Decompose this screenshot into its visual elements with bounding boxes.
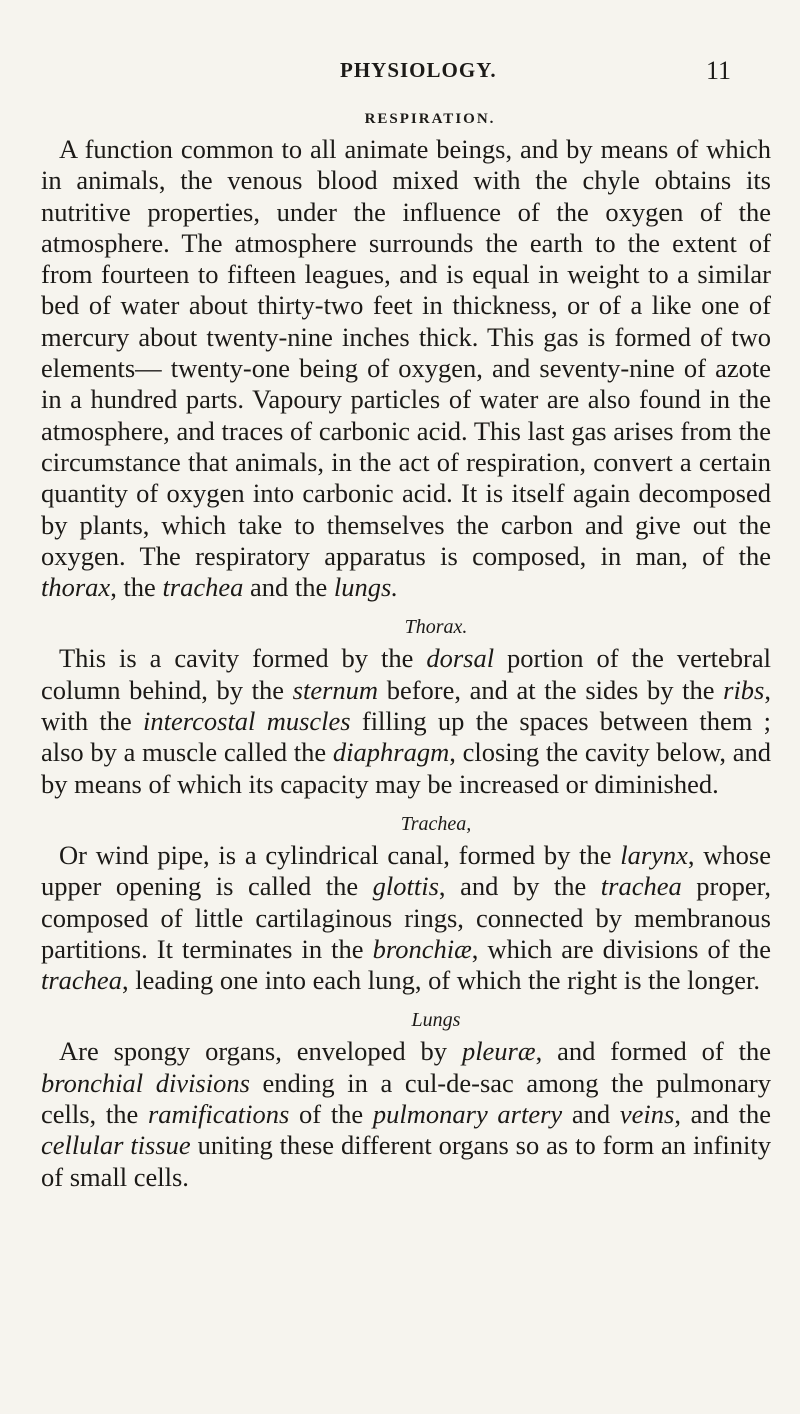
term-intercostal-muscles: intercostal muscles: [143, 706, 351, 737]
text-run: , and by the: [438, 871, 601, 902]
text-run: Are spongy organs, enveloped by: [59, 1036, 462, 1067]
term-glottis: glottis: [372, 871, 439, 902]
text-run: , closing the cavity below, and by means of which its capacity may be increased or diminished.: [41, 737, 771, 799]
text-run: uniting these different organs so as to form an infinity of small cells.: [41, 1130, 771, 1192]
term-thorax: thorax: [41, 572, 111, 603]
paragraph-respiration: [41, 134, 771, 603]
section-heading: RESPIRATION.: [364, 111, 496, 127]
paragraph-trachea: [41, 840, 771, 996]
term-pulmonary-artery: pulmonary artery: [372, 1099, 563, 1130]
text-run: filling up the spaces between them ; also by a muscle called the: [41, 706, 771, 768]
text-run: before, and at the sides by the: [378, 674, 724, 705]
subheading-lungs: Lungs: [411, 1009, 461, 1032]
text-run: A function common to all animate beings, and by means of which in animals, the venous blood mixed with the chyle obtains its nutritive properties, under the influence of the oxygen of the atmosphere. The atmosphere surrounds the earth to the extent of from fourteen to fifteen leagues, and is equal in weight to a similar bed of water about thirty-two feet in thickness, or of a like one of mercury about twenty-nine inches thick. This gas is formed of two elements— twenty-one being of oxygen, and seventy-nine of azote in a hundred parts. Vapoury particles of water are also found in the atmosphere, and traces of carbonic acid. This last gas arises from the circumstance that animals, in the act of respiration, convert a certain quantity of oxygen into carbonic acid. It is itself again decomposed by plants, which take to themselves the carbon and give out the oxygen. The respiratory apparatus is composed, in man, of the: [41, 134, 771, 571]
term-bronchial-divisions: bronchial divisions: [41, 1067, 250, 1098]
term-bronchiae: bronchiæ: [372, 933, 472, 964]
paragraph-thorax: [41, 643, 771, 799]
text-run: and the: [243, 572, 334, 603]
text-run: portion of the vertebral column behind, by the: [41, 643, 771, 705]
text-run: , whose upper opening is called the: [41, 839, 771, 902]
body-text: [41, 134, 771, 1193]
subheading-thorax: Thorax.: [404, 616, 468, 639]
text-run: , and formed of the: [535, 1036, 771, 1067]
text-run: , and the: [674, 1099, 772, 1130]
page-number: 11: [706, 56, 732, 85]
running-title: PHYSIOLOGY.: [340, 58, 497, 82]
term-sternum: sternum: [292, 674, 379, 705]
text-run: ending in a cul-de-sac among the pulmonary cells, the: [41, 1067, 771, 1130]
term-dorsal: dorsal: [426, 643, 495, 674]
term-larynx: larynx: [620, 839, 688, 870]
term-trachea: trachea: [162, 572, 244, 603]
term-trachea: trachea: [600, 871, 682, 902]
term-veins: veins: [619, 1099, 675, 1130]
text-run: , with the: [41, 674, 771, 737]
text-run: proper, composed of little cartilaginous rings, connected by membranous partitions. It terminates in the: [41, 871, 772, 964]
term-pleurae: pleuræ: [461, 1036, 536, 1067]
paragraph-lungs: [41, 1036, 771, 1192]
text-run: , which are divisions of the: [471, 933, 771, 964]
text-run: and: [562, 1099, 620, 1130]
term-ribs: ribs: [723, 674, 765, 705]
text-run: Or wind pipe, is a cylindrical canal, formed by the: [59, 839, 621, 870]
term-diaphragm: diaphragm: [332, 737, 450, 768]
text-run: , leading one into each lung, of which the right is the longer.: [121, 965, 761, 996]
term-ramifications: ramifications: [147, 1099, 290, 1130]
subheading-trachea: Trachea,: [400, 812, 472, 835]
term-cellular-tissue: cellular tissue: [41, 1130, 191, 1161]
text-run: This is a cavity formed by the: [59, 643, 427, 674]
running-head: [0, 58, 800, 94]
text-run: , the: [110, 572, 163, 603]
text-run: of the: [289, 1099, 373, 1130]
term-trachea: trachea: [41, 965, 122, 996]
term-lungs: lungs.: [333, 572, 398, 603]
